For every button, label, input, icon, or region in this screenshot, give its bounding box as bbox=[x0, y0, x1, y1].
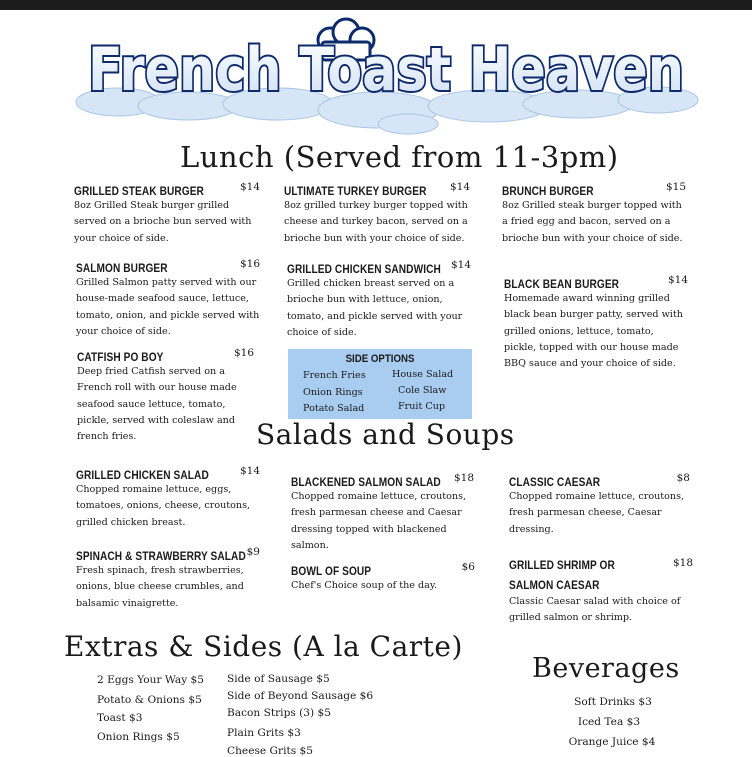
item-name: BLACK BEAN BURGER bbox=[504, 279, 620, 291]
beverage-item: Orange Juice $4 bbox=[568, 736, 656, 748]
beverage-item: Soft Drinks $3 bbox=[574, 696, 652, 708]
item-name: GRILLED SHRIMP OR SALMON CAESAR bbox=[509, 560, 615, 592]
menu-item bbox=[509, 471, 690, 538]
menu-item bbox=[76, 464, 260, 531]
item-description: 8oz Grilled steak burger topped with a fried egg and bacon, served on a brioche bun with your choice of side. bbox=[502, 200, 683, 244]
extras-item: Onion Rings $5 bbox=[97, 731, 180, 743]
item-name: SPINACH & STRAWBERRY SALAD bbox=[76, 551, 246, 563]
item-description: Chopped romaine lettuce, eggs, tomatoes, onions, cheese, croutons, grilled chicken breast. bbox=[76, 484, 251, 528]
salads-title: Salads and Soups bbox=[256, 418, 515, 451]
item-description: Chopped romaine lettuce, croutons, fresh parmesan cheese, Caesar dressing. bbox=[509, 491, 685, 535]
item-price: $16 bbox=[233, 347, 254, 359]
side-option: Cole Slaw bbox=[398, 385, 447, 396]
item-description: Fresh spinach, fresh strawberries, onions, blue cheese crumbles, and balsamic vinaigrette. bbox=[76, 565, 244, 609]
item-description: Grilled Salmon patty served with our house-made seafood sauce, lettuce, tomato, onion, and pickle served with your choice of side. bbox=[76, 277, 260, 337]
side-option: House Salad bbox=[392, 369, 454, 380]
item-price: $14 bbox=[449, 181, 470, 193]
item-name: BOWL OF SOUP bbox=[291, 566, 372, 578]
item-price: $18 bbox=[672, 557, 693, 569]
menu-item bbox=[77, 346, 254, 445]
top-bar bbox=[0, 0, 752, 10]
logo-text: French Toast Heaven bbox=[88, 35, 684, 105]
item-price: $16 bbox=[239, 258, 260, 270]
side-option: French Fries bbox=[303, 370, 366, 381]
lunch-title: Lunch (Served from 11-3pm) bbox=[180, 140, 619, 174]
item-price: $14 bbox=[239, 465, 260, 477]
item-name: ULTIMATE TURKEY BURGER bbox=[284, 186, 427, 198]
menu-item bbox=[504, 273, 688, 372]
side-option: Onion Rings bbox=[303, 387, 363, 398]
menu-item bbox=[291, 560, 475, 594]
item-name: GRILLED CHICKEN SANDWICH bbox=[287, 264, 441, 276]
beverages-title: Beverages bbox=[532, 653, 680, 684]
side-option: Potato Salad bbox=[303, 403, 365, 414]
item-description: 8oz grilled turkey burger topped with cheese and turkey bacon, served on a brioche bun with your choice of side. bbox=[284, 200, 468, 244]
menu-item bbox=[287, 258, 471, 341]
item-description: Deep fried Catfish served on a French roll with our house made seafood sauce lettuce, tomato, pickle, served with coleslaw and french fries. bbox=[77, 366, 237, 443]
item-price: $8 bbox=[676, 472, 690, 484]
menu-item bbox=[74, 180, 260, 247]
item-description: 8oz Grilled Steak burger grilled served on a brioche bun served with your choice of side. bbox=[74, 200, 252, 244]
item-price: $15 bbox=[665, 181, 686, 193]
menu-item bbox=[284, 180, 470, 247]
menu-item bbox=[502, 180, 686, 247]
item-name: BLACKENED SALMON SALAD bbox=[291, 477, 441, 489]
item-price: $14 bbox=[239, 181, 260, 193]
extras-item: Plain Grits $3 bbox=[227, 727, 301, 739]
side-options-box bbox=[288, 349, 472, 419]
menu-item bbox=[291, 471, 474, 554]
logo-graphic bbox=[78, 14, 694, 136]
item-description: Chopped romaine lettuce, croutons, fresh parmesan cheese and Caesar dressing topped with blackened salmon. bbox=[291, 491, 467, 551]
extras-item: Potato & Onions $5 bbox=[97, 694, 202, 706]
item-name: SALMON BURGER bbox=[76, 263, 168, 275]
extras-item: Toast $3 bbox=[97, 712, 143, 724]
extras-item: 2 Eggs Your Way $5 bbox=[97, 674, 205, 686]
item-name: BRUNCH BURGER bbox=[502, 186, 594, 198]
item-description: Homemade award winning grilled black bean burger patty, served with grilled onions, lettuce, tomato, pickle, topped with our house made BBQ sauce and your choice of side. bbox=[504, 293, 683, 370]
menu-item bbox=[509, 556, 693, 627]
item-price: $14 bbox=[667, 274, 688, 286]
beverage-item: Iced Tea $3 bbox=[577, 716, 641, 728]
item-price: $18 bbox=[453, 472, 474, 484]
extras-item: Cheese Grits $5 bbox=[227, 745, 313, 757]
item-name: GRILLED STEAK BURGER bbox=[74, 186, 204, 198]
item-description: Grilled chicken breast served on a brioche bun with lettuce, onion, tomato, and pickle served with your choice of side. bbox=[287, 278, 463, 338]
extras-title: Extras & Sides (A la Carte) bbox=[64, 630, 463, 663]
item-description: Chef's Choice soup of the day. bbox=[291, 580, 438, 591]
side-options-title: SIDE OPTIONS bbox=[345, 353, 415, 365]
item-price: $6 bbox=[461, 561, 475, 573]
extras-item: Side of Beyond Sausage $6 bbox=[227, 690, 374, 702]
item-name: GRILLED CHICKEN SALAD bbox=[76, 470, 209, 482]
menu-item bbox=[76, 545, 260, 612]
side-option: Fruit Cup bbox=[398, 401, 446, 412]
item-name: CATFISH PO BOY bbox=[77, 352, 164, 364]
extras-item: Bacon Strips (3) $5 bbox=[227, 707, 332, 719]
restaurant-logo bbox=[78, 14, 694, 136]
item-description: Classic Caesar salad with choice of grilled salmon or shrimp. bbox=[509, 596, 681, 624]
item-price: $9 bbox=[246, 546, 260, 558]
menu-item bbox=[76, 257, 260, 340]
extras-item: Side of Sausage $5 bbox=[227, 673, 330, 685]
item-price: $14 bbox=[450, 259, 471, 271]
item-name: CLASSIC CAESAR bbox=[509, 477, 601, 489]
